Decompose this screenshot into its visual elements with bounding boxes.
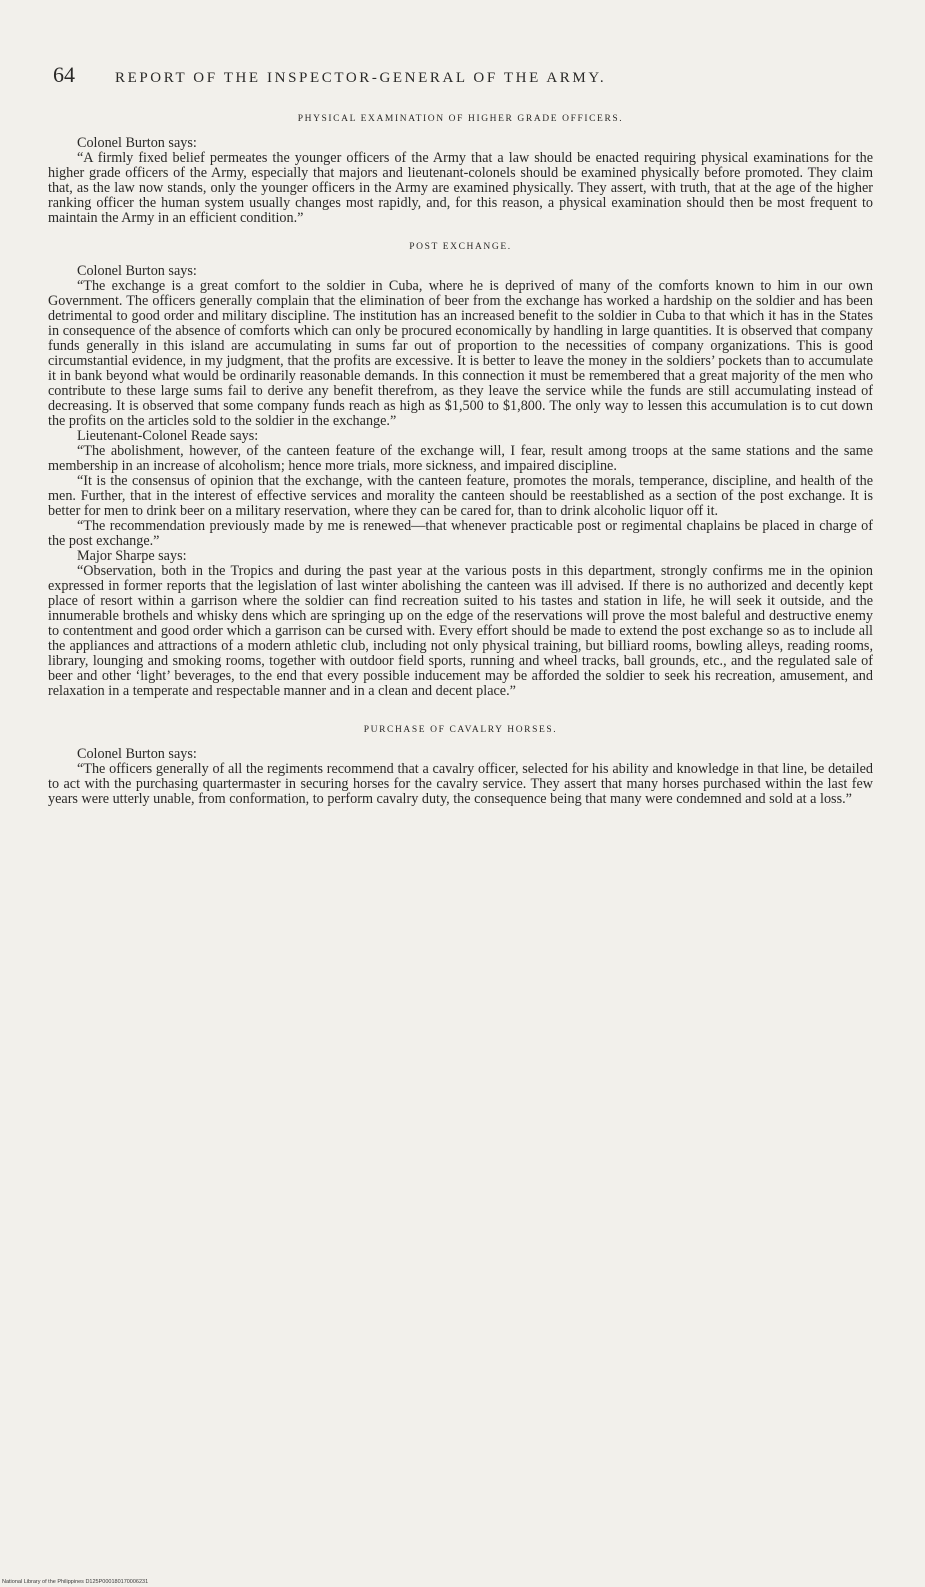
running-head xyxy=(48,62,873,88)
speaker-line: Colonel Burton says: xyxy=(77,263,197,279)
scan-source-note: National Library of the Philippines D125P000180170006231 xyxy=(2,1579,149,1585)
section-heading: POST EXCHANGE. xyxy=(409,242,512,252)
section-post-exchange xyxy=(48,242,873,699)
quote-paragraph: “Observation, both in the Tropics and during the past year at the various posts in this department, strongly confirms me in the opinion expressed in former reports that the legislation of last winter abolishing the canteen was ill advised. If there is no authorized and decently kept place of resort within a garrison where the soldier can find recreation suited to his tastes and station in life, he will seek it outside, and the innumerable brothels and whisky dens which are springing up on the edge of the reservations will prove the most baleful and destructive enemy to contentment and good order which a garrison can be cursed with. Every effort should be made to extend the post exchange so as to include all the appliances and attractions of a modern athletic club, including not only physical training, but billiard rooms, bowling alleys, reading rooms, library, lounging and smoking rooms, together with outdoor field sports, running and wheel tracks, ball grounds, etc., and the regulated sale of beer and other ‘light’ beverages, to the end that every possible inducement may be afforded the soldier to seek his recreation, amusement, and relaxation in a temperate and respectable manner and in a clean and decent place.” xyxy=(48,563,873,699)
speaker-line: Colonel Burton says: xyxy=(77,135,197,151)
quote-paragraph: “The exchange is a great comfort to the soldier in Cuba, where he is deprived of many of the comforts known to him in our own Government. The officers generally complain that the elimination of beer from the exchange has worked a hardship on the soldier and has been detrimental to good order and military discipline. The institution has an increased benefit to the soldier in Cuba to that which it has in the States in consequence of the absence of comforts which can only be procured economically by handling in large quantities. It is observed that company funds generally in this island are accumulating in sums far out of proportion to the necessities of company organizations. This is good circumstantial evidence, in my judgment, that the profits are excessive. It is better to leave the money in the soldiers’ pockets than to accumulate it in bank beyond what would be ordinarily reasonable demands. In this connection it must be remembered that a great majority of the men who contribute to these large sums fail to derive any benefit therefrom, as they leave the service while the funds are still accumulating instead of decreasing. It is observed that some company funds reach as high as $1,500 to $1,800. The only way to lessen this accumulation is to cut down the profits on the articles sold to the soldier in the exchange.” xyxy=(48,278,873,429)
section-cavalry-horses xyxy=(48,725,873,807)
speaker-line: Major Sharpe says: xyxy=(77,548,187,564)
section-heading: PURCHASE OF CAVALRY HORSES. xyxy=(363,725,558,735)
quote-paragraph: “A firmly fixed belief permeates the younger officers of the Army that a law should be enacted requiring physical examinations for the higher grade officers of the Army, especially that majors and lieutenant-colonels should be examined physically before promoted. They claim that, as the law now stands, only the younger officers in the Army are examined physically. They assert, with truth, that at the age of the higher ranking officer the human system usually changes most rapidly, and, for this reason, a physical examination should then be most frequent to maintain the Army in an efficient condition.” xyxy=(48,150,873,226)
quote-paragraph: “The abolishment, however, of the canteen feature of the exchange will, I fear, result among troops at the same stations and the same membership in an increase of alcoholism; hence more trials, more sickness, and impaired discipline. xyxy=(48,443,873,474)
speaker-line: Lieutenant-Colonel Reade says: xyxy=(77,428,259,444)
section-physical-examination xyxy=(48,114,873,226)
page-number: 64 xyxy=(53,62,75,87)
section-heading: PHYSICAL EXAMINATION OF HIGHER GRADE OFFICERS. xyxy=(297,114,624,124)
document-page xyxy=(48,62,873,807)
quote-paragraph: “It is the consensus of opinion that the exchange, with the canteen feature, promotes the morals, temperance, discipline, and health of the men. Further, that in the interest of effective services and morality the canteen should be reestablished as a section of the post exchange. It is better for men to drink beer on a military reservation, where they can be cared for, than to drink alcoholic liquor off it. xyxy=(48,473,873,519)
speaker-line: Colonel Burton says: xyxy=(77,746,197,762)
quote-paragraph: “The recommendation previously made by me is renewed—that whenever practicable post or regimental chaplains be placed in charge of the post exchange.” xyxy=(48,518,873,549)
quote-paragraph: “The officers generally of all the regiments recommend that a cavalry officer, selected for his ability and knowledge in that line, be detailed to act with the purchasing quartermaster in securing horses for the cavalry service. They assert that many horses purchased within the last few years were utterly unable, from conformation, to perform cavalry duty, the consequence being that many were condemned and sold at a loss.” xyxy=(48,761,873,807)
running-title: REPORT OF THE INSPECTOR-GENERAL OF THE ARMY. xyxy=(115,70,607,86)
